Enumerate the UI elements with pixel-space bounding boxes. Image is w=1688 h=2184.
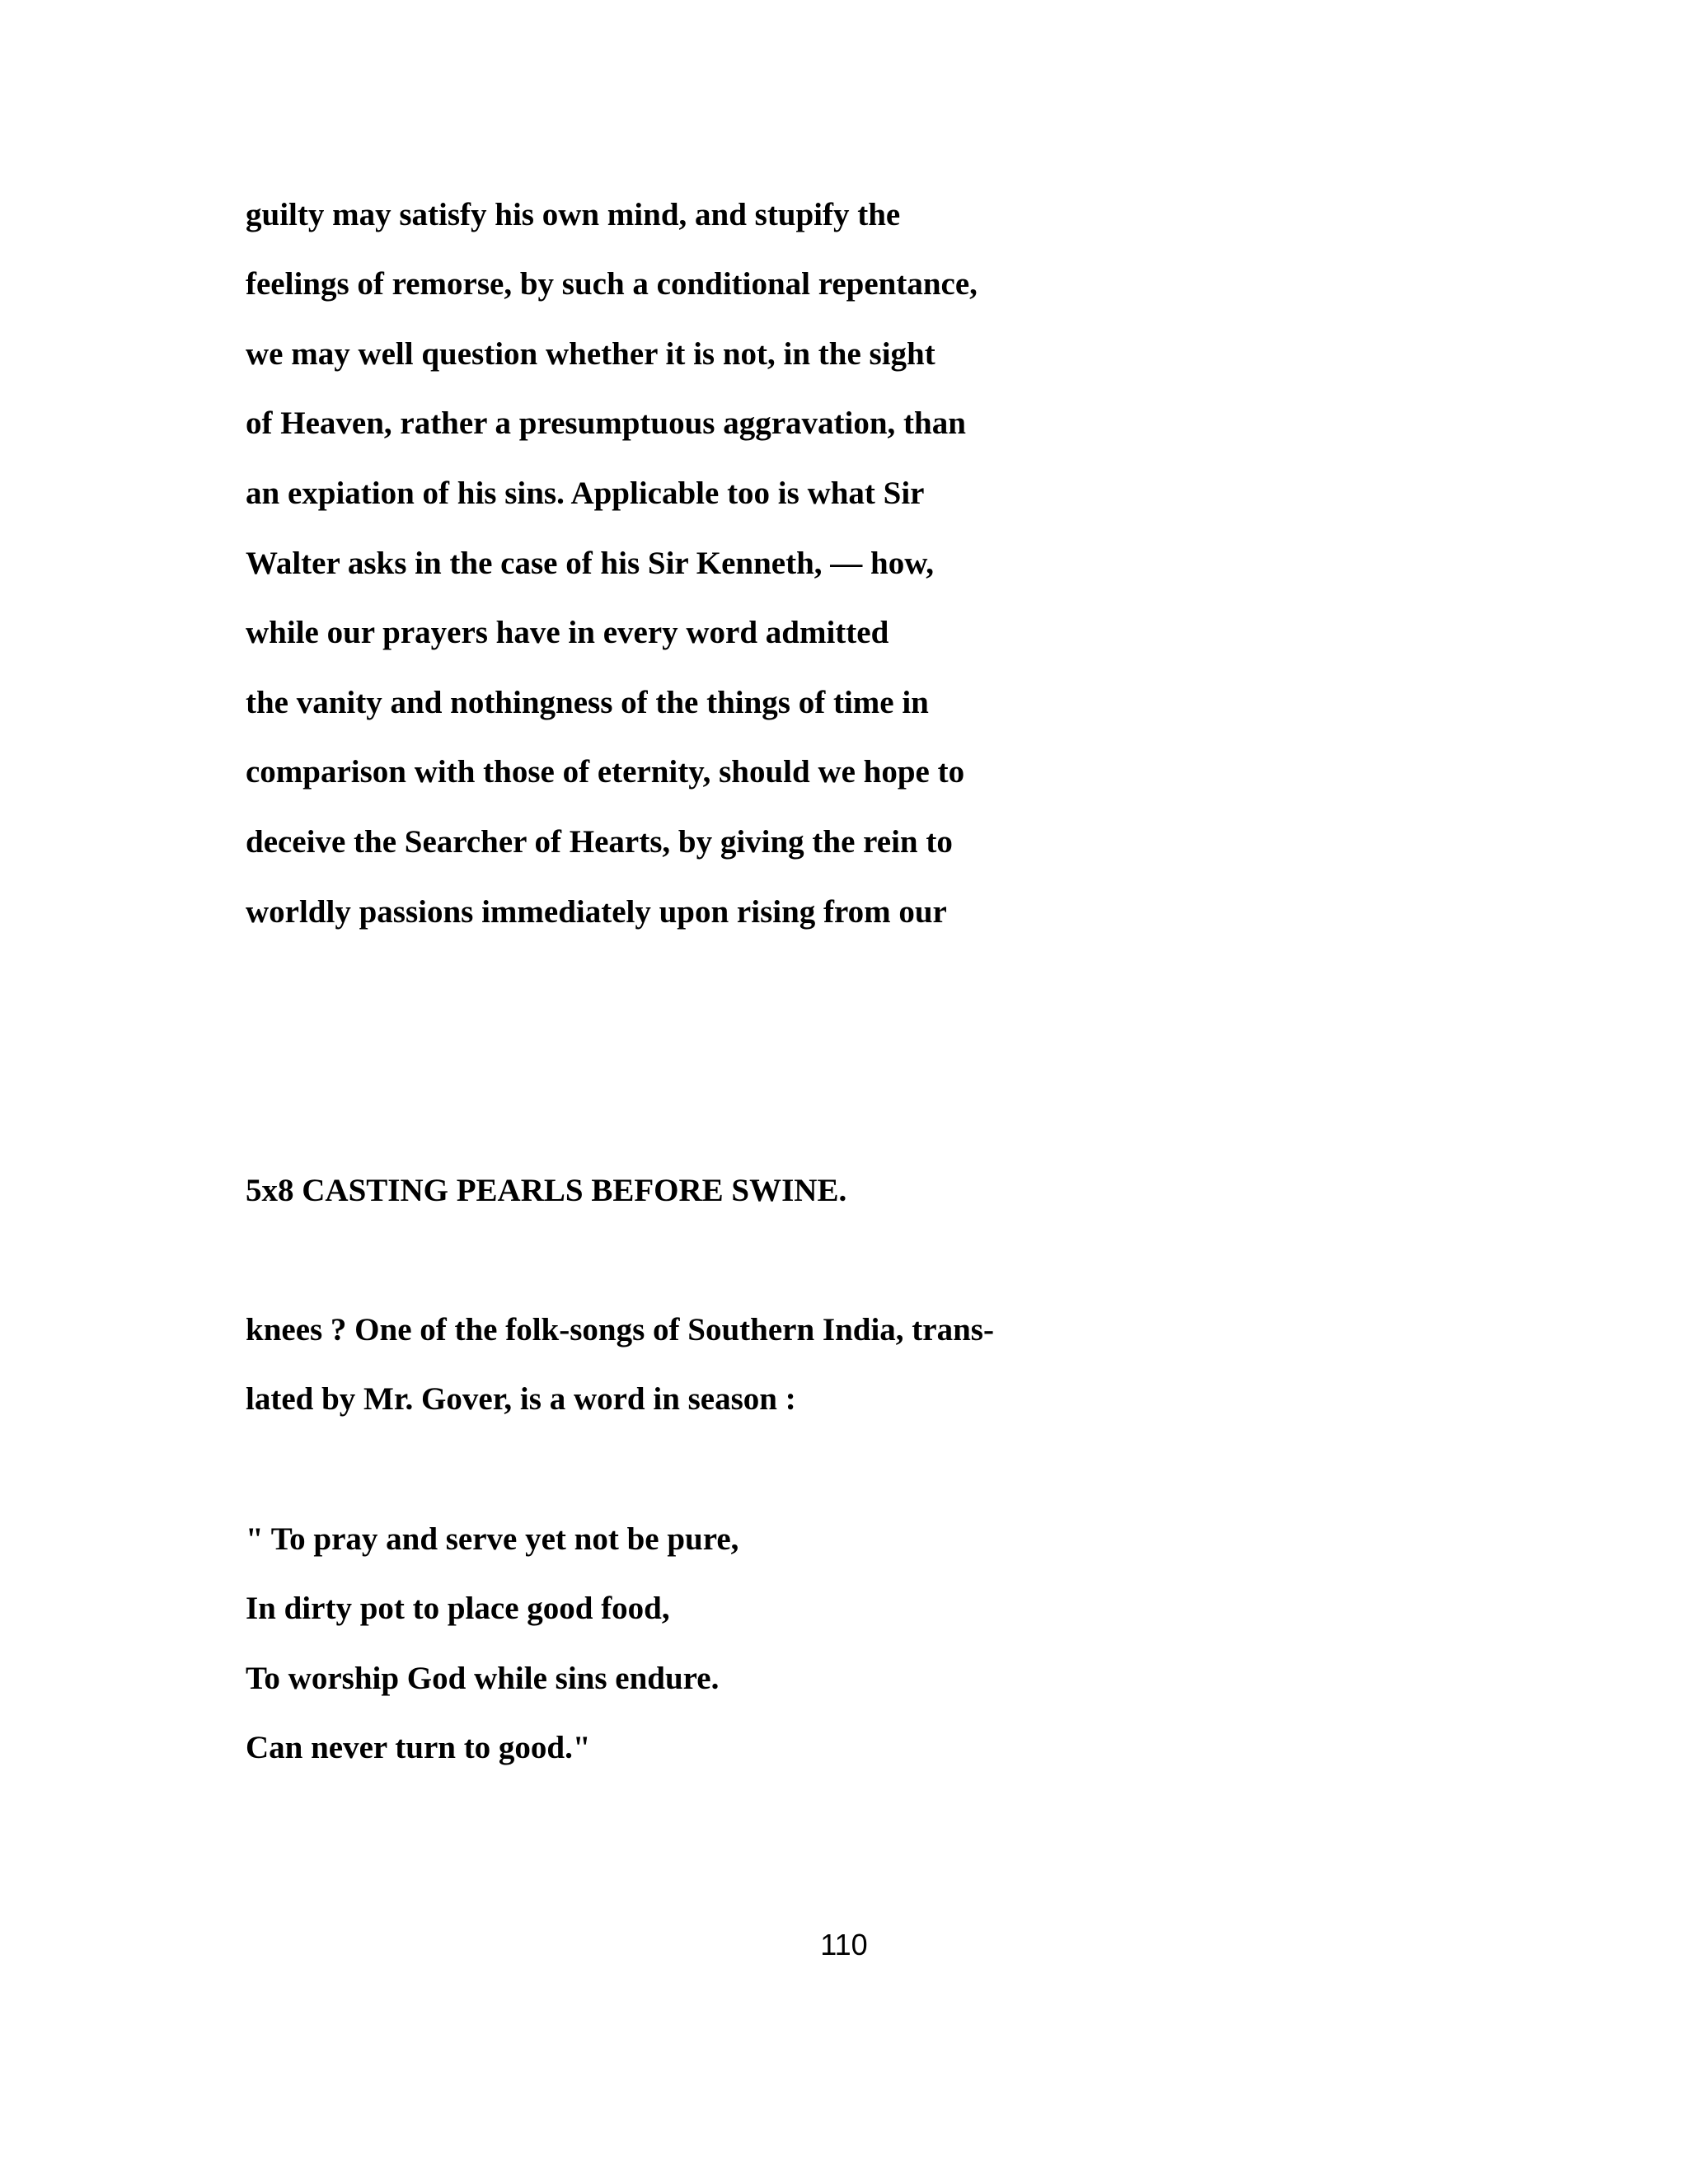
verse-line: " To pray and serve yet not be pure, — [246, 1521, 739, 1557]
verse-line: Can never turn to good." — [246, 1730, 591, 1765]
body-text-line: lated by Mr. Gover, is a word in season : — [246, 1381, 796, 1417]
body-text-line: deceive the Searcher of Hearts, by giving the rein to — [246, 824, 953, 860]
body-text-line: feelings of remorse, by such a conditional repentance, — [246, 266, 978, 302]
verse-line: To worship God while sins endure. — [246, 1661, 720, 1696]
body-text-line: knees ? One of the folk-songs of Southern India, trans- — [246, 1312, 994, 1347]
body-text-line: of Heaven, rather a presumptuous aggravation, than — [246, 405, 966, 441]
page-number: 110 — [820, 1928, 868, 1961]
body-text-line: we may well question whether it is not, in the sight — [246, 336, 935, 372]
running-header: 5x8 CASTING PEARLS BEFORE SWINE. — [246, 1173, 847, 1208]
body-text-line: comparison with those of eternity, should we hope to — [246, 754, 965, 790]
verse-line: In dirty pot to place good food, — [246, 1591, 670, 1626]
body-text-line: Walter asks in the case of his Sir Kenneth, — how, — [246, 546, 934, 581]
body-text-line: an expiation of his sins. Applicable too is what Sir — [246, 476, 925, 511]
body-text-line: while our prayers have in every word admitted — [246, 615, 889, 650]
body-text-line: worldly passions immediately upon rising from our — [246, 894, 947, 930]
body-text-line: the vanity and nothingness of the things of time in — [246, 685, 929, 720]
body-text-line: guilty may satisfy his own mind, and stupify the — [246, 197, 901, 232]
